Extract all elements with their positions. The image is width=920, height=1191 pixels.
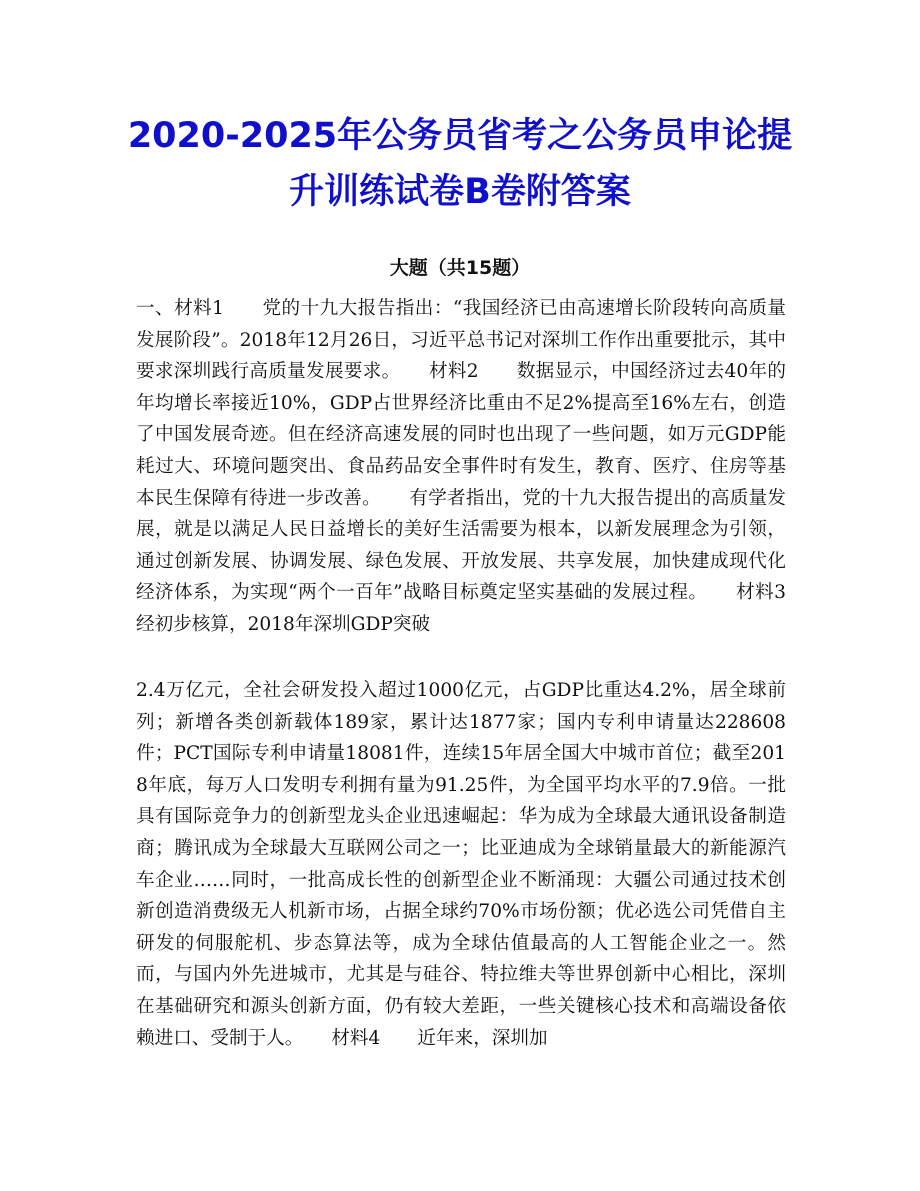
document-title: 2020-2025年公务员省考之公务员申论提升训练试卷B卷附答案 <box>127 116 793 212</box>
question-paragraph-1: 一、材料1 党的十九大报告指出：“我国经济已由高速增长阶段转向高质量发展阶段”。2018年12月26日，习近平总书记对深圳工作作出重要批示，其中要求深圳践行高质量发展要求。 材料2 数据显示，中国经济过去40年的年均增长率接近10%，GDP占世界经济比重由不足2%提高至16%左右，创造了中国发展奇迹。但在经济高速发展的同时也出现了一些问题，如万元GDP能耗过大、环境问题突出、食品药品安全事件时有发生，教育、医疗、住房等基本民生保障有待进一步改善。 有学者指出，党的十九大报告提出的高质量发展，就是以满足人民日益增长的美好生活需要为根本，以新发展理念为引领，通过创新发展、协调发展、绿色发展、开放发展、共享发展，加快建成现代化经济体系，为实现“两个一百年”战略目标奠定坚实基础的发展过程。 材料3 经初步核算，2018年深圳GDP突破 <box>136 298 824 635</box>
question-paragraph-2: 2.4万亿元，全社会研发投入超过1000亿元，占GDP比重达4.2%，居全球前列；新增各类创新载体189家，累计达1877家；国内专利申请量达228608件；PCT国际专利申请量18081件，连续15年居全国大中城市首位；截至2018年底，每万人口发明专利拥有量为91.25件，为全国平均水平的7.9倍。一批具有国际竞争力的创新型龙头企业迅速崛起：华为成为全球最大通讯设备制造商；腾讯成为全球最大互联网公司之一；比亚迪成为全球销量最大的新能源汽车企业……同时，一批高成长性的创新型企业不断涌现：大疆公司通过技术创新创造消费级无人机新市场，占据全球约70%市场份额；优必选公司凭借自主研发的伺服舵机、步态算法等，成为全球估值最高的人工智能企业之一。然而，与国内外先进城市，尤其是与硅谷、特拉维夫等世界创新中心相比，深圳在基础研究和源头创新方面，仍有较大差距，一些关键核心技术和高端设备依赖进口、受制于人。 材料4 近年来，深圳加 <box>136 680 786 1049</box>
section-heading: 大题（共15题） <box>389 257 531 279</box>
